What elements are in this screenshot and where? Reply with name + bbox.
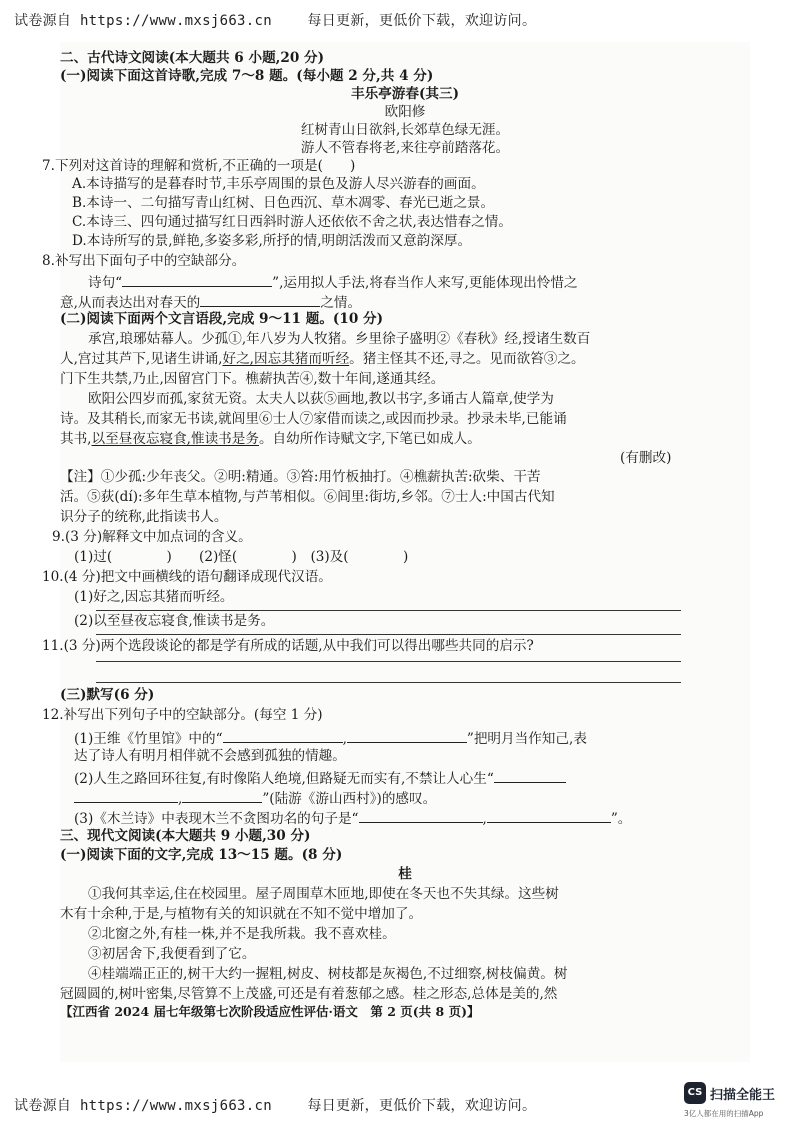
essay-p1-line-1: ①我何其幸运,住在校园里。屋子周围草木匝地,即使在冬天也不失其绿。这些树 — [88, 886, 559, 902]
prose-line-2: 人,宫过其芦下,见诸生讲诵,好之,因忘其猪而听经。猪主怪其不还,寻之。见而欲笞③之。 — [60, 351, 585, 367]
q11-stem: 11.(3 分)两个选段谈论的都是学有所成的话题,从中我们可以得出哪些共同的启示? — [42, 638, 534, 654]
essay-title: 桂 — [398, 866, 412, 882]
notes-line-3: 识分子的统称,此指读书人。 — [60, 509, 228, 525]
q10-item-1: (1)好之,因忘其猪而听经。 — [74, 589, 234, 605]
page-footer: 【江西省 2024 届七年级第七次阶段适应性评估·语文 第 2 页(共 8 页)】 — [60, 1004, 480, 1019]
q9-stem: 9.(3 分)解释文中加点词的含义。 — [52, 529, 252, 545]
q8-line-1: 诗句“ ”,运用拟人手法,将春当作人来写,更能体现出怜惜之 — [88, 275, 578, 291]
q12-stem: 12.补写出下列句子中的空缺部分。(每空 1 分) — [42, 707, 323, 723]
poem-line-2: 游人不管春将老,来往亭前踏落花。 — [300, 140, 510, 156]
prose-line-5: 诗。及其稍长,而家无书读,就闾里⑥士人⑦家借而读之,或因而抄录。抄录未毕,已能诵 — [60, 411, 567, 427]
section2-heading: 二、古代诗文阅读(本大题共 6 小题,20 分) — [60, 50, 325, 66]
logo-tagline: 3亿人都在用的扫描App — [684, 1109, 764, 1118]
scanner-app-logo — [684, 1082, 788, 1118]
banner-site-name: 试卷源自 — [14, 13, 72, 29]
notes-line-1: 【注】①少孤:少年丧父。②明:精通。③笞:用竹板抽打。④樵薪执苦:砍柴、干苦 — [60, 469, 541, 485]
q12-item-2: (2)人生之路回环往复,有时像陷人绝境,但路疑无而实有,不禁让人心生“ — [74, 770, 566, 787]
logo-name: 扫描全能王 — [710, 1088, 776, 1103]
essay-p4-line-2: 冠圆圆的,树叶密集,尽管算不上茂盛,可还是有着葱郁之感。桂之形态,总体是美的,然 — [60, 986, 558, 1002]
q10-item-2: (2)以至昼夜忘寝食,惟读书是务。 — [74, 613, 275, 629]
q12-blank-6[interactable] — [359, 810, 483, 823]
part3-heading: (三)默写(6 分) — [60, 687, 155, 703]
q12-blank-7[interactable] — [487, 810, 611, 823]
q7-option-c: C.本诗三、四句通过描写红日西斜时游人还依依不舍之状,表达惜春之情。 — [72, 214, 512, 230]
banner-url-link[interactable]: https://www.mxsj663.cn — [79, 1098, 272, 1114]
prose-line-4: 欧阳公四岁而孤,家贫无资。太夫人以荻⑤画地,教以书字,多诵古人篇章,使学为 — [88, 391, 554, 407]
essay-p2: ②北窗之外,有桂一株,并不是我所栽。我不喜欢桂。 — [88, 926, 396, 942]
camscanner-icon: CS — [684, 1082, 706, 1104]
poem-title: 丰乐亭游春(其三) — [350, 86, 460, 102]
exam-page — [42, 42, 750, 1062]
q12-item-3: (3)《木兰诗》中表现木兰不贪图功名的句子是“ , ”。 — [74, 811, 632, 827]
essay-p1-line-2: 木有十余种,于是,与植物有关的知识就在不知不觉中增加了。 — [60, 906, 423, 922]
q8-blank-1[interactable] — [122, 274, 272, 287]
essay-p3: ③初居舍下,我便看到了它。 — [88, 946, 256, 962]
notes-line-2: 活。⑤荻(dí):多年生草本植物,与芦苇相似。⑥闾里:街坊,乡邻。⑦士人:中国古代知 — [60, 489, 555, 505]
prose-line-3: 门下生共禁,乃止,因留宫门下。樵薪执苦④,数十年间,遂通其经。 — [60, 371, 445, 387]
q10-answer-line-1[interactable] — [96, 610, 681, 611]
prose-line-6: 其书,以至昼夜忘寝食,惟读书是务。自幼所作诗赋文字,下笔已如成人。 — [60, 431, 481, 447]
q11-answer-line-1[interactable] — [96, 661, 681, 662]
q9-items: (1)过( ) (2)怪( ) (3)及( ) — [74, 549, 409, 565]
essay-p4-line-1: ④桂端端正正的,树干大约一握粗,树皮、树枝都是灰褐色,不过细察,树枝偏黄。树 — [88, 966, 568, 982]
q12-item-1: (1)王维《竹里馆》中的“ , ”把明月当作知己,表 — [74, 731, 587, 747]
q8-line-2: 意,从而表达出对春天的 之情。 — [60, 295, 362, 311]
banner-site-name: 试卷源自 — [14, 1098, 72, 1114]
q7-option-d: D.本诗所写的景,鲜艳,多姿多彩,所抒的情,明朗活泼而又意韵深厚。 — [72, 233, 472, 249]
part1-heading: (一)阅读下面这首诗歌,完成 7～8 题。(每小题 2 分,共 4 分) — [60, 68, 434, 84]
prose-source-note: (有删改) — [620, 450, 672, 466]
q10-stem: 10.(4 分)把文中画横线的语句翻译成现代汉语。 — [42, 569, 332, 585]
prose-line-1: 承宫,琅琊姑幕人。少孤①,年八岁为人牧猪。乡里徐子盛明②《春秋》经,授诸生数百 — [88, 331, 591, 347]
poem-author: 欧阳修 — [384, 104, 426, 120]
q8-blank-2[interactable] — [200, 294, 320, 307]
q12-item-1-cont: 达了诗人有明月相伴就不会感到孤独的情趣。 — [74, 748, 346, 764]
section3-heading: 三、现代文阅读(本大题共 9 小题,30 分) — [60, 828, 311, 844]
q12-blank-3[interactable] — [494, 770, 566, 783]
source-banner-top — [14, 10, 536, 30]
q7-option-b: B.本诗一、二句描写青山红树、日色西沉、草木凋零、春光已逝之景。 — [72, 195, 495, 211]
q8-stem: 8.补写出下面句子中的空缺部分。 — [42, 253, 246, 269]
q7-option-a: A.本诗描写的是暮春时节,丰乐亭周围的景色及游人尽兴游春的画面。 — [72, 176, 485, 192]
q12-blank-2[interactable] — [347, 730, 467, 743]
poem-line-1: 红树青山日欲斜,长郊草色绿无涯。 — [300, 122, 510, 138]
banner-url-link[interactable]: https://www.mxsj663.cn — [79, 13, 272, 29]
q10-answer-line-2[interactable] — [96, 634, 681, 635]
q12-blank-1[interactable] — [223, 730, 343, 743]
q12-item-2-cont: , ”(陆游《游山西村》)的感叹。 — [74, 790, 436, 807]
prose-underlined-2: 以至昼夜忘寝食,惟读书是务 — [91, 431, 259, 447]
q11-answer-line-2[interactable] — [96, 682, 681, 683]
section3-part1-heading: (一)阅读下面的文字,完成 13～15 题。(8 分) — [60, 847, 343, 863]
q7-stem: 7.下列对这首诗的理解和赏析,不正确的一项是( ) — [42, 158, 356, 174]
q12-blank-4[interactable] — [74, 790, 178, 803]
q12-blank-5[interactable] — [182, 790, 262, 803]
part2-heading: (二)阅读下面两个文言语段,完成 9～11 题。(10 分) — [60, 311, 384, 327]
banner-slogan: 每日更新，更低价下载，欢迎访问。 — [307, 13, 537, 29]
source-banner-bottom — [14, 1095, 536, 1115]
banner-slogan: 每日更新，更低价下载，欢迎访问。 — [307, 1098, 537, 1114]
prose-underlined-1: 好之,因忘其猪而听经 — [222, 351, 350, 367]
